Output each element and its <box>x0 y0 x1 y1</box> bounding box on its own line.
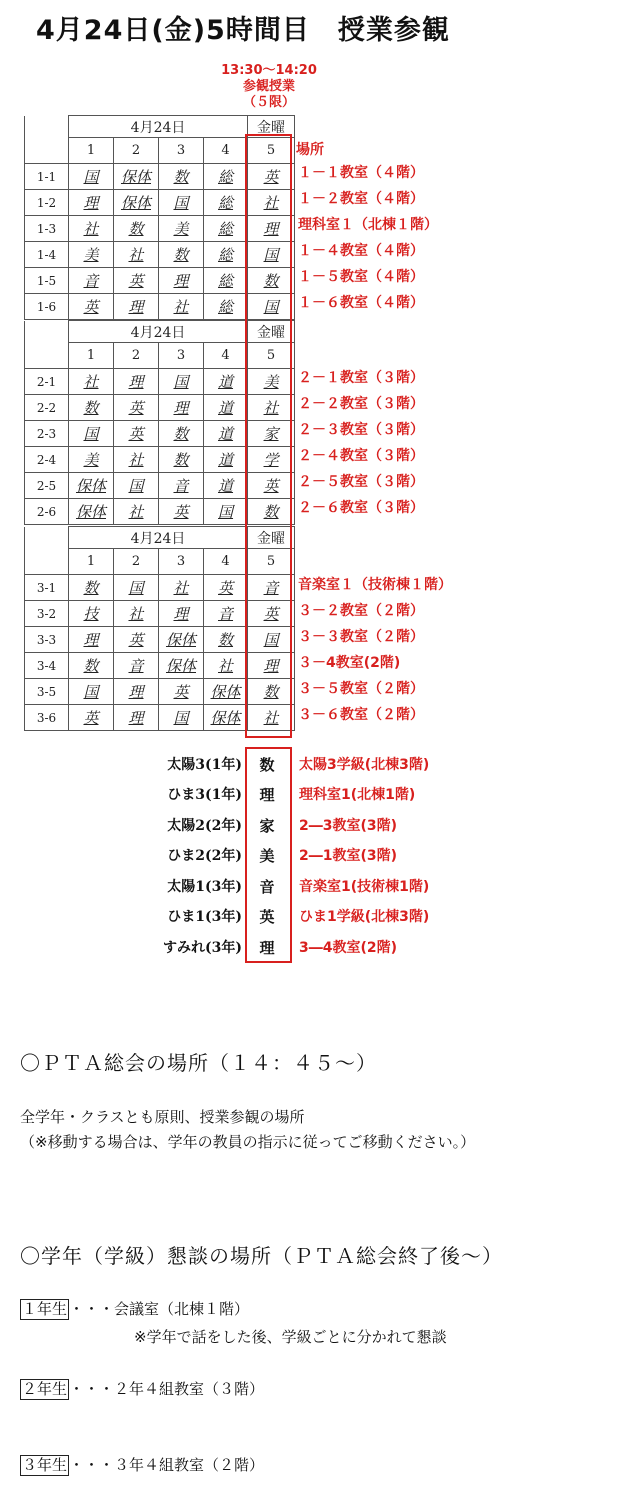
subject-cell: 国 <box>248 294 295 320</box>
period-number: 5 <box>248 138 295 164</box>
subject-cell: 国 <box>248 627 295 653</box>
visit-label: 参観授業 <box>242 79 295 94</box>
subject-cell: 理 <box>69 627 114 653</box>
subject-cell: 英 <box>204 575 248 601</box>
table-row <box>25 369 342 395</box>
subject-cell: 英 <box>159 499 204 525</box>
subject-cell: 数 <box>69 653 114 679</box>
subject-cell: 国 <box>159 190 204 216</box>
subject-cell: 総 <box>204 268 248 294</box>
special-class-label: 太陽3(1年) <box>167 757 242 773</box>
special-class-label: 太陽1(3年) <box>167 879 242 895</box>
subject-cell: 数 <box>248 499 295 525</box>
subject-cell: 道 <box>204 395 248 421</box>
subject-cell: 国 <box>114 473 159 499</box>
grade-row-2 <box>20 1378 264 1400</box>
subject-cell: 数 <box>204 627 248 653</box>
schedule-table-grade3 <box>24 526 342 731</box>
period-number: 5 <box>248 549 295 575</box>
subject-cell: 数 <box>159 164 204 190</box>
pta-line2: （※移動する場合は、学年の教員の指示に従ってご移動ください。） <box>20 1133 476 1151</box>
class-label: 2-3 <box>25 421 69 447</box>
table-row <box>25 216 342 242</box>
table-row <box>25 653 342 679</box>
special-class-subject: 数 <box>259 756 275 774</box>
table-row <box>25 575 342 601</box>
subject-cell: 理 <box>248 216 295 242</box>
subject-cell: 道 <box>204 421 248 447</box>
subject-cell: 英 <box>114 268 159 294</box>
subject-cell: 国 <box>159 369 204 395</box>
subject-cell: 数 <box>248 268 295 294</box>
period-number: 3 <box>159 343 204 369</box>
special-class-label: 太陽2(2年) <box>167 818 242 834</box>
table-row <box>25 294 342 320</box>
class-label: 3-3 <box>25 627 69 653</box>
table-day: 金曜 <box>248 527 295 549</box>
period-number: 2 <box>114 549 159 575</box>
place-label: ３－３教室（２階） <box>298 629 424 645</box>
period-number: 3 <box>159 549 204 575</box>
grade-place: ・・・３年４組教室（２階） <box>69 1456 265 1474</box>
grade-label: ３年生 <box>22 1456 68 1474</box>
subject-cell: 数 <box>69 395 114 421</box>
subject-cell: 社 <box>159 294 204 320</box>
place-label: １－５教室（４階） <box>298 269 424 285</box>
subject-cell: 国 <box>69 421 114 447</box>
subject-cell: 国 <box>69 679 114 705</box>
class-label: 1-6 <box>25 294 69 320</box>
period-number: 2 <box>114 138 159 164</box>
subject-cell: 理 <box>114 369 159 395</box>
table-date: 4月24日 <box>69 321 248 343</box>
class-label: 3-2 <box>25 601 69 627</box>
pta-line1: 全学年・クラスとも原則、授業参観の場所 <box>20 1108 305 1126</box>
table-row <box>25 395 342 421</box>
subject-cell: 保体 <box>204 705 248 731</box>
subject-cell: 保体 <box>69 499 114 525</box>
subject-cell: 理 <box>69 190 114 216</box>
subject-cell: 理 <box>159 395 204 421</box>
subject-cell: 英 <box>114 395 159 421</box>
subject-cell: 美 <box>159 216 204 242</box>
visit-period: （５限） <box>242 95 295 110</box>
page-title: 4月24日(金)5時間目 授業参観 <box>36 15 450 46</box>
place-label: １－４教室（４階） <box>298 243 424 259</box>
special-class-subject: 家 <box>259 817 275 835</box>
special-class-subject: 美 <box>259 847 275 865</box>
subject-cell: 社 <box>114 447 159 473</box>
subject-cell: 総 <box>204 216 248 242</box>
grade-place: ・・・会議室（北棟１階） <box>69 1300 250 1318</box>
pta-heading: 〇ＰＴＡ総会の場所（１４：４５～） <box>20 1051 377 1075</box>
table-row <box>25 421 342 447</box>
subject-cell: 美 <box>69 242 114 268</box>
grade-label: ２年生 <box>22 1380 68 1398</box>
table-row <box>25 164 342 190</box>
grade-row-3 <box>20 1454 264 1476</box>
class-label: 1-1 <box>25 164 69 190</box>
subject-cell: 社 <box>248 190 295 216</box>
table-row <box>25 473 342 499</box>
grade-label: １年生 <box>22 1300 68 1318</box>
subject-cell: 理 <box>114 294 159 320</box>
subject-cell: 英 <box>114 627 159 653</box>
class-label: 1-3 <box>25 216 69 242</box>
class-label: 2-4 <box>25 447 69 473</box>
special-class-subject: 英 <box>259 908 275 926</box>
subject-cell: 保体 <box>159 627 204 653</box>
place-label: ３－５教室（２階） <box>298 681 424 697</box>
special-class-label: すみれ(3年) <box>163 940 242 956</box>
subject-cell: 音 <box>248 575 295 601</box>
period-number: 3 <box>159 138 204 164</box>
subject-cell: 社 <box>114 242 159 268</box>
subject-cell: 英 <box>69 705 114 731</box>
subject-cell: 理 <box>159 601 204 627</box>
subject-cell: 社 <box>248 395 295 421</box>
subject-cell: 美 <box>248 369 295 395</box>
subject-cell: 道 <box>204 473 248 499</box>
special-class-place: 3―4教室(2階) <box>299 940 398 956</box>
subject-cell: 総 <box>204 164 248 190</box>
subject-cell: 国 <box>248 242 295 268</box>
subject-cell: 数 <box>248 679 295 705</box>
special-class-place: 音楽室1(技術棟1階) <box>299 879 430 895</box>
place-label: 音楽室１（技術棟１階） <box>298 577 452 593</box>
class-label: 2-2 <box>25 395 69 421</box>
period-number: 1 <box>69 549 114 575</box>
table-row <box>25 499 342 525</box>
period-number: 1 <box>69 343 114 369</box>
grade-row-1 <box>20 1298 249 1320</box>
special-class-subject: 音 <box>259 878 275 896</box>
subject-cell: 保体 <box>159 653 204 679</box>
special-class-label: ひま1(3年) <box>167 909 242 925</box>
visit-time: 13:30～14:20 <box>221 63 317 78</box>
period-number: 4 <box>204 343 248 369</box>
subject-cell: 国 <box>69 164 114 190</box>
subject-cell: 道 <box>204 447 248 473</box>
grade-note: ※学年で話をした後、学級ごとに分かれて懇談 <box>134 1328 447 1346</box>
grade-place: ・・・２年４組教室（３階） <box>69 1380 265 1398</box>
conference-heading: 〇学年（学級）懇談の場所（ＰＴＡ総会終了後～） <box>20 1244 503 1268</box>
period-number: 1 <box>69 138 114 164</box>
table-row <box>25 679 342 705</box>
special-class-subject: 理 <box>259 786 275 804</box>
subject-cell: 保体 <box>114 164 159 190</box>
place-label: １－１教室（４階） <box>298 165 424 181</box>
period-number: 5 <box>248 343 295 369</box>
place-label: １－２教室（４階） <box>298 191 424 207</box>
subject-cell: 理 <box>114 705 159 731</box>
subject-cell: 国 <box>204 499 248 525</box>
subject-cell: 音 <box>204 601 248 627</box>
special-subject-highlight-box <box>245 747 292 963</box>
special-class-place: 2―3教室(3階) <box>299 818 398 834</box>
place-label: ３－２教室（２階） <box>298 603 424 619</box>
place-label: １－６教室（４階） <box>298 295 424 311</box>
subject-cell: 理 <box>114 679 159 705</box>
class-label: 1-5 <box>25 268 69 294</box>
place-label: ２－４教室（３階） <box>298 448 424 464</box>
table-row <box>25 242 342 268</box>
place-label: ３－６教室（２階） <box>298 707 424 723</box>
table-day: 金曜 <box>248 116 295 138</box>
class-label: 3-4 <box>25 653 69 679</box>
place-header: 場所 <box>296 142 324 158</box>
subject-cell: 英 <box>248 601 295 627</box>
place-label: ２－５教室（３階） <box>298 474 424 490</box>
subject-cell: 数 <box>159 447 204 473</box>
class-label: 2-6 <box>25 499 69 525</box>
subject-cell: 社 <box>248 705 295 731</box>
table-row <box>25 190 342 216</box>
special-class-place: 理科室1(北棟1階) <box>299 787 416 803</box>
subject-cell: 保体 <box>114 190 159 216</box>
place-label: 理科室１（北棟１階） <box>298 217 438 233</box>
subject-cell: 社 <box>204 653 248 679</box>
subject-cell: 英 <box>69 294 114 320</box>
table-row <box>25 627 342 653</box>
subject-cell: 保体 <box>204 679 248 705</box>
subject-cell: 国 <box>114 575 159 601</box>
table-row <box>25 447 342 473</box>
subject-cell: 保体 <box>69 473 114 499</box>
period-number: 4 <box>204 138 248 164</box>
subject-cell: 数 <box>159 421 204 447</box>
schedule-table-grade2 <box>24 320 342 525</box>
place-label: ２－１教室（３階） <box>298 370 424 386</box>
subject-cell: 社 <box>114 499 159 525</box>
table-row <box>25 268 342 294</box>
visit-header <box>204 63 334 111</box>
class-label: 3-6 <box>25 705 69 731</box>
subject-cell: 理 <box>159 268 204 294</box>
class-label: 2-1 <box>25 369 69 395</box>
subject-cell: 学 <box>248 447 295 473</box>
special-class-label: ひま2(2年) <box>167 848 242 864</box>
subject-cell: 美 <box>69 447 114 473</box>
place-label: ２－６教室（３階） <box>298 500 424 516</box>
class-label: 3-5 <box>25 679 69 705</box>
table-date: 4月24日 <box>69 527 248 549</box>
table-day: 金曜 <box>248 321 295 343</box>
subject-cell: 数 <box>114 216 159 242</box>
special-class-place: 太陽3学級(北棟3階) <box>299 757 430 773</box>
place-label: ３－4教室(2階) <box>298 655 401 671</box>
subject-cell: 総 <box>204 294 248 320</box>
class-label: 1-2 <box>25 190 69 216</box>
subject-cell: 理 <box>248 653 295 679</box>
table-row <box>25 705 342 731</box>
place-label: ２－２教室（３階） <box>298 396 424 412</box>
special-class-subject: 理 <box>259 939 275 957</box>
class-label: 1-4 <box>25 242 69 268</box>
period-number: 2 <box>114 343 159 369</box>
subject-cell: 総 <box>204 190 248 216</box>
subject-cell: 技 <box>69 601 114 627</box>
subject-cell: 社 <box>159 575 204 601</box>
subject-cell: 英 <box>159 679 204 705</box>
subject-cell: 家 <box>248 421 295 447</box>
subject-cell: 社 <box>69 216 114 242</box>
period5-highlight-box <box>245 134 292 738</box>
subject-cell: 数 <box>159 242 204 268</box>
class-label: 3-1 <box>25 575 69 601</box>
special-class-place: 2―1教室(3階) <box>299 848 398 864</box>
class-label: 2-5 <box>25 473 69 499</box>
subject-cell: 英 <box>114 421 159 447</box>
table-row <box>25 601 342 627</box>
subject-cell: 英 <box>248 164 295 190</box>
special-class-label: ひま3(1年) <box>167 787 242 803</box>
subject-cell: 英 <box>248 473 295 499</box>
subject-cell: 国 <box>159 705 204 731</box>
special-class-place: ひま1学級(北棟3階) <box>299 909 430 925</box>
schedule-table-grade1 <box>24 115 342 320</box>
subject-cell: 社 <box>114 601 159 627</box>
subject-cell: 音 <box>114 653 159 679</box>
period-number: 4 <box>204 549 248 575</box>
subject-cell: 数 <box>69 575 114 601</box>
table-date: 4月24日 <box>69 116 248 138</box>
subject-cell: 音 <box>69 268 114 294</box>
subject-cell: 音 <box>159 473 204 499</box>
place-label: ２－３教室（３階） <box>298 422 424 438</box>
subject-cell: 道 <box>204 369 248 395</box>
subject-cell: 社 <box>69 369 114 395</box>
subject-cell: 総 <box>204 242 248 268</box>
